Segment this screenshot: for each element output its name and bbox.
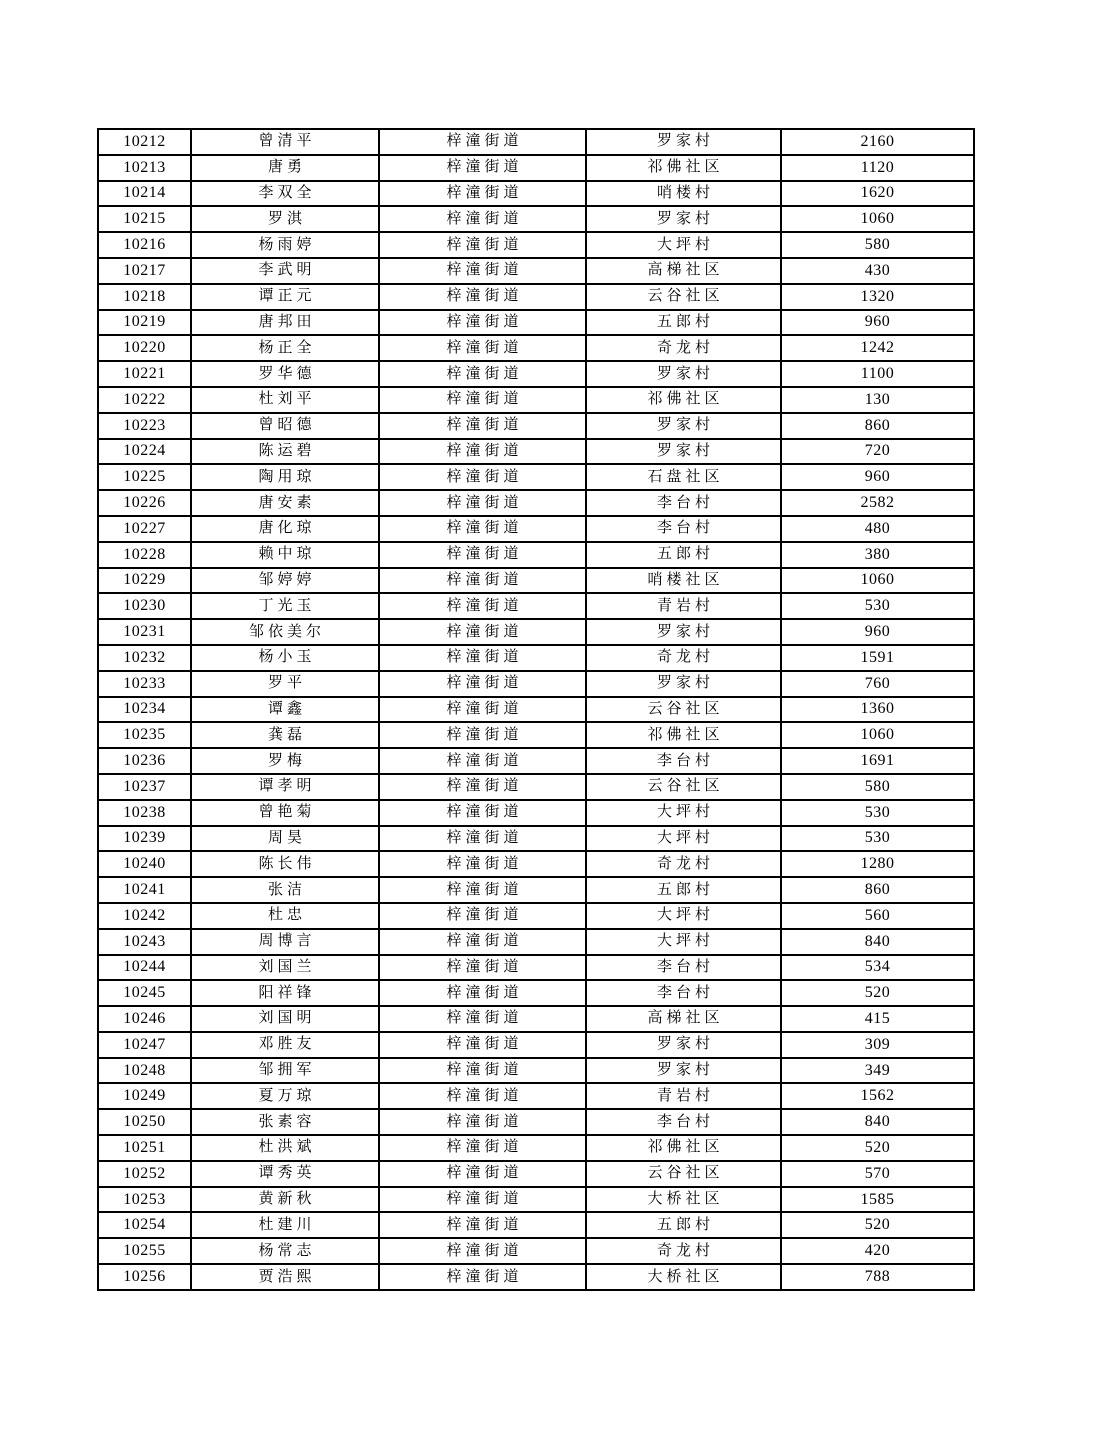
cell-street-town: 梓潼街道: [379, 671, 586, 697]
cell-person-name: 罗淇: [191, 206, 379, 232]
cell-street-town: 梓潼街道: [379, 387, 586, 413]
table-row: [98, 361, 974, 387]
cell-amount: 560: [781, 903, 974, 929]
table-row: [98, 722, 974, 748]
cell-village-community: 云谷社区: [586, 1161, 781, 1187]
cell-record-id: 10230: [98, 593, 191, 619]
cell-street-town: 梓潼街道: [379, 310, 586, 336]
table-row: [98, 851, 974, 877]
table-row: [98, 1006, 974, 1032]
cell-person-name: 陈运碧: [191, 439, 379, 465]
table-row: [98, 155, 974, 181]
cell-person-name: 唐安素: [191, 490, 379, 516]
cell-record-id: 10250: [98, 1109, 191, 1135]
roster-table-body: [98, 129, 974, 1290]
cell-street-town: 梓潼街道: [379, 258, 586, 284]
cell-village-community: 大坪村: [586, 903, 781, 929]
cell-person-name: 杨雨婷: [191, 232, 379, 258]
cell-village-community: 大坪村: [586, 232, 781, 258]
cell-person-name: 周博言: [191, 929, 379, 955]
cell-person-name: 杨小玉: [191, 645, 379, 671]
cell-street-town: 梓潼街道: [379, 542, 586, 568]
table-row: [98, 619, 974, 645]
cell-person-name: 唐勇: [191, 155, 379, 181]
cell-amount: 860: [781, 877, 974, 903]
cell-person-name: 杜建川: [191, 1212, 379, 1238]
cell-village-community: 高梯社区: [586, 258, 781, 284]
cell-person-name: 谭孝明: [191, 774, 379, 800]
cell-village-community: 云谷社区: [586, 697, 781, 723]
cell-person-name: 赖中琼: [191, 542, 379, 568]
table-row: [98, 490, 974, 516]
cell-record-id: 10225: [98, 464, 191, 490]
table-row: [98, 335, 974, 361]
cell-record-id: 10219: [98, 310, 191, 336]
table-row: [98, 1238, 974, 1264]
cell-street-town: 梓潼街道: [379, 1032, 586, 1058]
table-row: [98, 671, 974, 697]
cell-village-community: 五郎村: [586, 1212, 781, 1238]
cell-person-name: 黄新秋: [191, 1187, 379, 1213]
cell-village-community: 云谷社区: [586, 774, 781, 800]
cell-person-name: 刘国明: [191, 1006, 379, 1032]
cell-street-town: 梓潼街道: [379, 129, 586, 155]
cell-person-name: 曾清平: [191, 129, 379, 155]
table-row: [98, 542, 974, 568]
cell-street-town: 梓潼街道: [379, 955, 586, 981]
table-row: [98, 1212, 974, 1238]
cell-record-id: 10236: [98, 748, 191, 774]
cell-street-town: 梓潼街道: [379, 516, 586, 542]
cell-amount: 1100: [781, 361, 974, 387]
cell-record-id: 10251: [98, 1135, 191, 1161]
cell-person-name: 李双全: [191, 181, 379, 207]
cell-village-community: 李台村: [586, 516, 781, 542]
cell-village-community: 云谷社区: [586, 284, 781, 310]
cell-record-id: 10228: [98, 542, 191, 568]
cell-amount: 1280: [781, 851, 974, 877]
cell-street-town: 梓潼街道: [379, 619, 586, 645]
cell-amount: 860: [781, 413, 974, 439]
cell-amount: 1242: [781, 335, 974, 361]
table-row: [98, 1083, 974, 1109]
cell-village-community: 罗家村: [586, 206, 781, 232]
cell-person-name: 陈长伟: [191, 851, 379, 877]
table-row: [98, 206, 974, 232]
cell-person-name: 杜刘平: [191, 387, 379, 413]
table-row: [98, 903, 974, 929]
cell-street-town: 梓潼街道: [379, 1083, 586, 1109]
table-row: [98, 387, 974, 413]
cell-amount: 520: [781, 1212, 974, 1238]
cell-village-community: 罗家村: [586, 1032, 781, 1058]
cell-street-town: 梓潼街道: [379, 490, 586, 516]
cell-amount: 415: [781, 1006, 974, 1032]
cell-amount: 1060: [781, 722, 974, 748]
cell-street-town: 梓潼街道: [379, 826, 586, 852]
cell-record-id: 10253: [98, 1187, 191, 1213]
table-row: [98, 877, 974, 903]
table-row: [98, 800, 974, 826]
cell-record-id: 10247: [98, 1032, 191, 1058]
cell-amount: 1360: [781, 697, 974, 723]
cell-street-town: 梓潼街道: [379, 232, 586, 258]
cell-street-town: 梓潼街道: [379, 1135, 586, 1161]
cell-street-town: 梓潼街道: [379, 800, 586, 826]
cell-record-id: 10213: [98, 155, 191, 181]
table-row: [98, 748, 974, 774]
cell-village-community: 罗家村: [586, 671, 781, 697]
cell-record-id: 10234: [98, 697, 191, 723]
cell-record-id: 10237: [98, 774, 191, 800]
cell-record-id: 10224: [98, 439, 191, 465]
cell-record-id: 10215: [98, 206, 191, 232]
cell-amount: 788: [781, 1264, 974, 1290]
cell-village-community: 大坪村: [586, 929, 781, 955]
table-row: [98, 464, 974, 490]
cell-village-community: 罗家村: [586, 413, 781, 439]
cell-street-town: 梓潼街道: [379, 1238, 586, 1264]
cell-village-community: 哨楼村: [586, 181, 781, 207]
cell-record-id: 10254: [98, 1212, 191, 1238]
cell-street-town: 梓潼街道: [379, 980, 586, 1006]
cell-village-community: 罗家村: [586, 129, 781, 155]
table-row: [98, 181, 974, 207]
cell-record-id: 10249: [98, 1083, 191, 1109]
cell-person-name: 谭正元: [191, 284, 379, 310]
cell-person-name: 邓胜友: [191, 1032, 379, 1058]
cell-village-community: 李台村: [586, 980, 781, 1006]
cell-amount: 420: [781, 1238, 974, 1264]
cell-amount: 520: [781, 1135, 974, 1161]
cell-village-community: 大桥社区: [586, 1264, 781, 1290]
cell-village-community: 奇龙村: [586, 645, 781, 671]
cell-person-name: 曾昭德: [191, 413, 379, 439]
table-row: [98, 258, 974, 284]
table-row: [98, 1264, 974, 1290]
table-row: [98, 129, 974, 155]
cell-street-town: 梓潼街道: [379, 284, 586, 310]
cell-street-town: 梓潼街道: [379, 361, 586, 387]
cell-record-id: 10240: [98, 851, 191, 877]
cell-street-town: 梓潼街道: [379, 1058, 586, 1084]
cell-village-community: 石盘社区: [586, 464, 781, 490]
cell-village-community: 李台村: [586, 490, 781, 516]
cell-record-id: 10218: [98, 284, 191, 310]
table-row: [98, 1109, 974, 1135]
table-row: [98, 1161, 974, 1187]
cell-village-community: 祁佛社区: [586, 155, 781, 181]
cell-amount: 2582: [781, 490, 974, 516]
cell-person-name: 刘国兰: [191, 955, 379, 981]
cell-street-town: 梓潼街道: [379, 206, 586, 232]
table-row: [98, 1032, 974, 1058]
cell-record-id: 10245: [98, 980, 191, 1006]
cell-village-community: 李台村: [586, 955, 781, 981]
cell-village-community: 奇龙村: [586, 1238, 781, 1264]
cell-street-town: 梓潼街道: [379, 748, 586, 774]
cell-amount: 840: [781, 1109, 974, 1135]
cell-person-name: 贾浩熙: [191, 1264, 379, 1290]
cell-record-id: 10242: [98, 903, 191, 929]
cell-person-name: 邹婷婷: [191, 568, 379, 594]
cell-person-name: 曾艳菊: [191, 800, 379, 826]
cell-record-id: 10239: [98, 826, 191, 852]
cell-person-name: 唐化琼: [191, 516, 379, 542]
cell-record-id: 10220: [98, 335, 191, 361]
cell-record-id: 10226: [98, 490, 191, 516]
cell-person-name: 周昊: [191, 826, 379, 852]
cell-village-community: 罗家村: [586, 1058, 781, 1084]
cell-street-town: 梓潼街道: [379, 774, 586, 800]
cell-record-id: 10231: [98, 619, 191, 645]
cell-person-name: 阳祥锋: [191, 980, 379, 1006]
cell-amount: 580: [781, 774, 974, 800]
cell-amount: 349: [781, 1058, 974, 1084]
cell-street-town: 梓潼街道: [379, 439, 586, 465]
cell-person-name: 唐邦田: [191, 310, 379, 336]
cell-person-name: 丁光玉: [191, 593, 379, 619]
roster-table: [97, 128, 975, 1291]
cell-amount: 960: [781, 619, 974, 645]
cell-person-name: 罗平: [191, 671, 379, 697]
cell-street-town: 梓潼街道: [379, 413, 586, 439]
cell-amount: 1320: [781, 284, 974, 310]
cell-amount: 309: [781, 1032, 974, 1058]
table-row: [98, 413, 974, 439]
cell-record-id: 10222: [98, 387, 191, 413]
table-row: [98, 774, 974, 800]
cell-street-town: 梓潼街道: [379, 464, 586, 490]
table-row: [98, 1135, 974, 1161]
table-row: [98, 516, 974, 542]
cell-record-id: 10244: [98, 955, 191, 981]
cell-amount: 1060: [781, 206, 974, 232]
cell-person-name: 杨常志: [191, 1238, 379, 1264]
cell-person-name: 罗华德: [191, 361, 379, 387]
cell-village-community: 祁佛社区: [586, 722, 781, 748]
cell-street-town: 梓潼街道: [379, 335, 586, 361]
cell-record-id: 10243: [98, 929, 191, 955]
cell-record-id: 10221: [98, 361, 191, 387]
cell-village-community: 青岩村: [586, 1083, 781, 1109]
cell-person-name: 邹依美尔: [191, 619, 379, 645]
cell-street-town: 梓潼街道: [379, 877, 586, 903]
table-row: [98, 980, 974, 1006]
cell-amount: 1620: [781, 181, 974, 207]
cell-amount: 960: [781, 464, 974, 490]
cell-person-name: 罗梅: [191, 748, 379, 774]
cell-record-id: 10238: [98, 800, 191, 826]
cell-amount: 1120: [781, 155, 974, 181]
cell-village-community: 哨楼社区: [586, 568, 781, 594]
cell-amount: 1562: [781, 1083, 974, 1109]
table-row: [98, 955, 974, 981]
cell-street-town: 梓潼街道: [379, 1187, 586, 1213]
cell-amount: 130: [781, 387, 974, 413]
cell-person-name: 龚磊: [191, 722, 379, 748]
table-row: [98, 439, 974, 465]
cell-street-town: 梓潼街道: [379, 697, 586, 723]
cell-village-community: 罗家村: [586, 619, 781, 645]
table-row: [98, 568, 974, 594]
cell-amount: 1691: [781, 748, 974, 774]
cell-record-id: 10229: [98, 568, 191, 594]
cell-record-id: 10246: [98, 1006, 191, 1032]
cell-person-name: 张素容: [191, 1109, 379, 1135]
cell-street-town: 梓潼街道: [379, 1161, 586, 1187]
cell-amount: 534: [781, 955, 974, 981]
cell-village-community: 大坪村: [586, 800, 781, 826]
cell-village-community: 高梯社区: [586, 1006, 781, 1032]
cell-village-community: 大坪村: [586, 826, 781, 852]
cell-village-community: 李台村: [586, 748, 781, 774]
cell-amount: 480: [781, 516, 974, 542]
cell-person-name: 杜忠: [191, 903, 379, 929]
cell-street-town: 梓潼街道: [379, 1109, 586, 1135]
table-row: [98, 826, 974, 852]
cell-amount: 570: [781, 1161, 974, 1187]
cell-street-town: 梓潼街道: [379, 645, 586, 671]
cell-record-id: 10217: [98, 258, 191, 284]
cell-amount: 1585: [781, 1187, 974, 1213]
cell-street-town: 梓潼街道: [379, 1264, 586, 1290]
cell-amount: 720: [781, 439, 974, 465]
cell-record-id: 10256: [98, 1264, 191, 1290]
cell-record-id: 10216: [98, 232, 191, 258]
cell-record-id: 10235: [98, 722, 191, 748]
cell-village-community: 青岩村: [586, 593, 781, 619]
cell-street-town: 梓潼街道: [379, 851, 586, 877]
cell-amount: 430: [781, 258, 974, 284]
table-row: [98, 310, 974, 336]
table-row: [98, 593, 974, 619]
cell-street-town: 梓潼街道: [379, 722, 586, 748]
cell-street-town: 梓潼街道: [379, 593, 586, 619]
cell-street-town: 梓潼街道: [379, 929, 586, 955]
cell-amount: 580: [781, 232, 974, 258]
cell-village-community: 罗家村: [586, 439, 781, 465]
cell-amount: 2160: [781, 129, 974, 155]
cell-village-community: 奇龙村: [586, 335, 781, 361]
cell-record-id: 10241: [98, 877, 191, 903]
table-row: [98, 929, 974, 955]
cell-person-name: 杜洪斌: [191, 1135, 379, 1161]
cell-village-community: 五郎村: [586, 542, 781, 568]
cell-person-name: 张洁: [191, 877, 379, 903]
cell-amount: 1591: [781, 645, 974, 671]
cell-street-town: 梓潼街道: [379, 1212, 586, 1238]
cell-record-id: 10227: [98, 516, 191, 542]
cell-village-community: 罗家村: [586, 361, 781, 387]
cell-record-id: 10214: [98, 181, 191, 207]
cell-amount: 960: [781, 310, 974, 336]
cell-person-name: 谭鑫: [191, 697, 379, 723]
cell-amount: 760: [781, 671, 974, 697]
cell-person-name: 陶用琼: [191, 464, 379, 490]
cell-person-name: 杨正全: [191, 335, 379, 361]
cell-amount: 530: [781, 800, 974, 826]
cell-street-town: 梓潼街道: [379, 1006, 586, 1032]
cell-person-name: 夏万琼: [191, 1083, 379, 1109]
cell-person-name: 谭秀英: [191, 1161, 379, 1187]
cell-village-community: 大桥社区: [586, 1187, 781, 1213]
table-row: [98, 1058, 974, 1084]
cell-person-name: 李武明: [191, 258, 379, 284]
table-row: [98, 645, 974, 671]
cell-street-town: 梓潼街道: [379, 568, 586, 594]
table-row: [98, 1187, 974, 1213]
cell-person-name: 邹拥军: [191, 1058, 379, 1084]
cell-record-id: 10232: [98, 645, 191, 671]
cell-amount: 530: [781, 593, 974, 619]
table-row: [98, 697, 974, 723]
cell-street-town: 梓潼街道: [379, 181, 586, 207]
table-row: [98, 284, 974, 310]
cell-record-id: 10212: [98, 129, 191, 155]
cell-village-community: 五郎村: [586, 310, 781, 336]
cell-record-id: 10233: [98, 671, 191, 697]
cell-village-community: 祁佛社区: [586, 1135, 781, 1161]
table-row: [98, 232, 974, 258]
cell-amount: 530: [781, 826, 974, 852]
cell-record-id: 10248: [98, 1058, 191, 1084]
cell-village-community: 李台村: [586, 1109, 781, 1135]
cell-record-id: 10255: [98, 1238, 191, 1264]
cell-village-community: 奇龙村: [586, 851, 781, 877]
cell-village-community: 祁佛社区: [586, 387, 781, 413]
cell-amount: 1060: [781, 568, 974, 594]
cell-village-community: 五郎村: [586, 877, 781, 903]
cell-street-town: 梓潼街道: [379, 155, 586, 181]
cell-amount: 380: [781, 542, 974, 568]
cell-record-id: 10252: [98, 1161, 191, 1187]
cell-street-town: 梓潼街道: [379, 903, 586, 929]
cell-amount: 840: [781, 929, 974, 955]
cell-amount: 520: [781, 980, 974, 1006]
cell-record-id: 10223: [98, 413, 191, 439]
